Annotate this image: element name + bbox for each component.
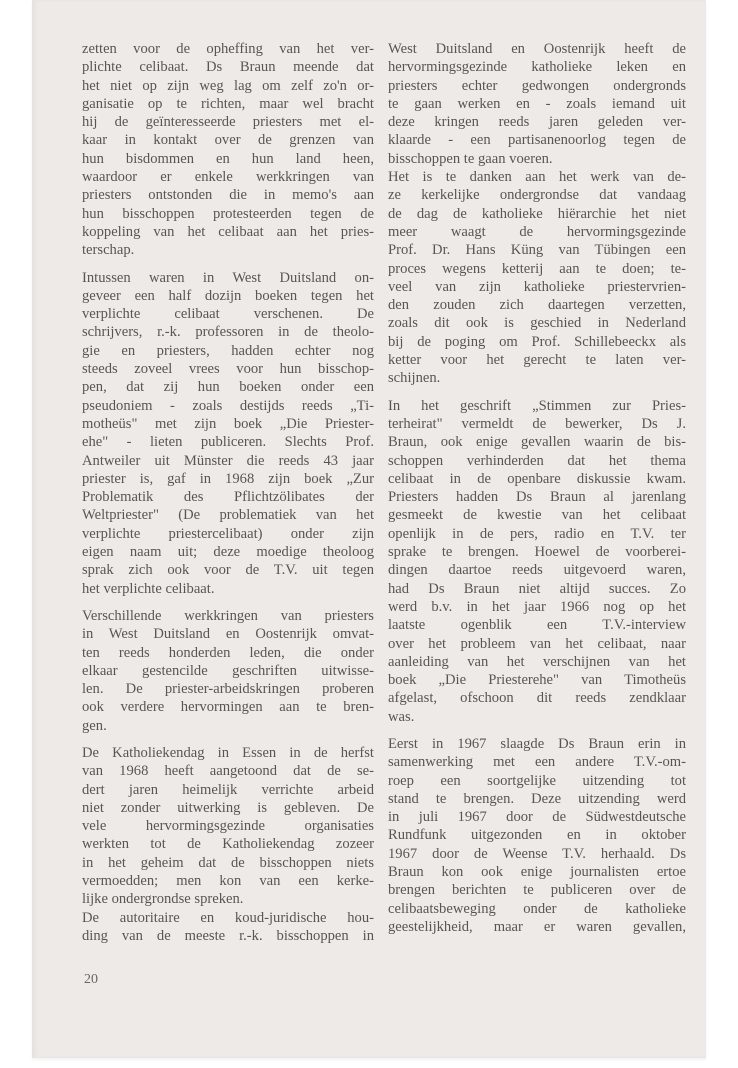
text-line: werkten tot de Katholiekendag zozeer — [82, 836, 374, 853]
book-page — [32, 0, 706, 1058]
text-line: waardoor er enkele werkkringen van — [82, 169, 374, 186]
paragraph — [82, 744, 374, 909]
text-line: priesters echter gedwongen ondergronds — [388, 77, 686, 94]
text-line: hervormingsgezinde katholieke leken en — [388, 59, 686, 76]
text-line: celibaatsbeweging onder de katholieke — [388, 900, 686, 917]
text-line: kaar in kontakt over de grenzen van — [82, 132, 374, 149]
text-line: elkaar gestencilde geschriften uitwisse- — [82, 662, 374, 679]
text-line: meer waagt de hervormingsgezinde — [388, 223, 686, 240]
paragraph — [388, 168, 686, 388]
text-line: In het geschrift „Stimmen zur Pries- — [388, 397, 686, 414]
text-line: den zouden zich daartegen verzetten, — [388, 297, 686, 314]
text-line: in West Duitsland en Oostenrijk omvat- — [82, 626, 374, 643]
text-line: Antweiler uit Münster die reeds 43 jaar — [82, 452, 374, 469]
text-line: hij de geïnteresseerde priesters met el- — [82, 114, 374, 131]
text-line: het verplichte celibaat. — [82, 580, 215, 597]
text-line: werd b.v. in het jaar 1966 nog op het — [388, 598, 686, 615]
page-number: 20 — [84, 972, 98, 987]
text-line: celibaat in de openbare diskussie kwam. — [388, 470, 686, 487]
text-line: De autoritaire en koud-juridische hou- — [82, 909, 374, 926]
text-line: ketter voor het gerecht te laten ver- — [388, 352, 686, 369]
text-line: Braun, ook enige gevallen waarin de bis- — [388, 434, 686, 451]
paragraph — [388, 735, 686, 936]
text-line: geveer een half dozijn boeken tegen het — [82, 287, 374, 304]
text-line: het niet op zijn weg lag om zelf zo'n or- — [82, 77, 374, 94]
text-line: Weltpriester" (De problematiek van het — [82, 507, 374, 524]
left-column — [82, 40, 374, 945]
text-line: priester is, gaf in 1968 zijn boek „Zur — [82, 470, 374, 487]
text-line: schoppen verhinderden dat het thema — [388, 452, 686, 469]
text-line: pen, dat zij hun boeken onder een — [82, 379, 374, 396]
text-line: Eerst in 1967 slaagde Ds Braun erin in — [388, 735, 686, 752]
text-line: Het is te danken aan het werk van de- — [388, 169, 686, 186]
paragraph — [388, 397, 686, 726]
text-line: Rundfunk uitgezonden en in oktober — [388, 827, 686, 844]
text-line: ze kerkelijke ondergrondse dat vandaag — [388, 187, 686, 204]
text-line: boek „Die Priesterehe" van Timotheüs — [388, 672, 686, 689]
text-line: Verschillende werkkringen van priesters — [82, 607, 374, 624]
text-line: in juli 1967 door de Südwestdeutsche — [388, 809, 686, 826]
text-line: gen. — [82, 717, 107, 734]
text-line: ehe" - lieten publiceren. Slechts Prof. — [82, 434, 374, 451]
text-line: vele hervormingsgezinde organisaties — [82, 818, 374, 835]
text-line: over het probleem van het celibaat, naar — [388, 635, 686, 652]
paragraph — [82, 40, 374, 260]
text-line: geestelijkheid, maar er waren gevallen, — [388, 918, 686, 935]
text-line: van 1968 heeft aangetoond dat de se- — [82, 763, 374, 780]
text-line: Intussen waren in West Duitsland on- — [82, 269, 374, 286]
text-line: aanleiding van het verschijnen van het — [388, 653, 686, 670]
text-line: Braun kon ook enige journalisten ertoe — [388, 864, 686, 881]
text-line: bij de poging om Prof. Schillebeeckx als — [388, 333, 686, 350]
text-line: De Katholiekendag in Essen in de herfst — [82, 744, 374, 761]
text-line: West Duitsland en Oostenrijk heeft de — [388, 41, 686, 57]
text-line: hun bisdommen en hun land heen, — [82, 150, 374, 167]
text-line: stand te brengen. Deze uitzending werd — [388, 790, 686, 807]
text-line: schijnen. — [388, 370, 441, 387]
text-line: Problematik des Pflichtzölibates der — [82, 489, 374, 506]
text-line: steeds zoveel vrees voor hun bisschop- — [82, 361, 374, 378]
text-line: pseudoniem - zoals destijds reeds „Ti- — [82, 397, 374, 414]
text-line: gesmeekt de kwestie van het celibaat — [388, 507, 686, 524]
text-line: zetten voor de opheffing van het ver- — [82, 41, 374, 57]
text-line: had Ds Braun niet altijd succes. Zo — [388, 580, 686, 597]
text-line: priesters ontstonden die in memo's aan — [82, 187, 374, 204]
text-line: laatste ogenblik een T.V.-interview — [388, 617, 686, 634]
text-line: deze kringen reeds jaren geleden ver- — [388, 114, 686, 131]
text-line: veel van zijn katholieke priestervrien- — [388, 278, 686, 295]
text-line: ook verdere hervormingen aan te bren- — [82, 699, 374, 716]
text-line: hun bisschoppen protesteerden tegen de — [82, 205, 374, 222]
text-line: vermoedden; men kon van een kerke- — [82, 873, 374, 890]
text-line: terheirat" vermeldt de bewerker, Ds J. — [388, 415, 686, 432]
text-line: ding van de meeste r.-k. bisschoppen in — [82, 927, 374, 944]
text-line: roep een soortgelijke uitzending tot — [388, 772, 686, 789]
text-line: niet zonder uitwerking is gebleven. De — [82, 799, 374, 816]
right-column — [388, 40, 686, 936]
text-line: schrijvers, r.-k. professoren in de theolo- — [82, 324, 374, 341]
text-line: Priesters hadden Ds Braun al jarenlang — [388, 489, 686, 506]
text-line: sprake te brengen. Hoewel de voorberei- — [388, 544, 686, 561]
text-line: ten reeds honderden leden, die onder — [82, 644, 374, 661]
text-line: dingen daartoe reeds uitgevoerd waren, — [388, 562, 686, 579]
text-line: plichte celibaat. Ds Braun meende dat — [82, 59, 374, 76]
text-line: eigen naam uit; deze moedige theoloog — [82, 544, 374, 561]
text-line: samenwerking met een andere T.V.-om- — [388, 754, 686, 771]
text-line: terschap. — [82, 242, 135, 259]
text-line: brengen berichten te publiceren over de — [388, 882, 686, 899]
text-line: bisschoppen te gaan voeren. — [388, 150, 553, 167]
text-line: motheüs" met zijn boek „Die Priester- — [82, 415, 374, 432]
text-line: proces wegens ketterij aan te doen; te- — [388, 260, 686, 277]
paragraph — [82, 269, 374, 598]
paragraph — [82, 909, 374, 946]
text-line: lijke ondergrondse spreken. — [82, 891, 244, 908]
paragraph — [82, 607, 374, 735]
text-line: koppeling van het celibaat aan het pries- — [82, 223, 374, 240]
text-line: verplichte celibaat verschenen. De — [82, 306, 374, 323]
text-line: 1967 door de Weense T.V. herhaald. Ds — [388, 845, 686, 862]
text-line: sprak zich ook voor de T.V. uit tegen — [82, 562, 374, 579]
text-line: de dag de katholieke hiërarchie het niet — [388, 205, 686, 222]
text-line: was. — [388, 708, 415, 725]
text-line: Prof. Dr. Hans Küng van Tübingen een — [388, 242, 686, 259]
text-line: te gaan werken en - zoals iemand uit — [388, 95, 686, 112]
text-line: zoals dit ook is geschied in Nederland — [388, 315, 686, 332]
text-line: ganisatie op te richten, maar wel bracht — [82, 95, 374, 112]
text-line: len. De priester-arbeidskringen proberen — [82, 681, 374, 698]
text-line: verplichte priestercelibaat) onder zijn — [82, 525, 374, 542]
paragraph — [388, 40, 686, 168]
text-line: klaarde - een partisanenoorlog tegen de — [388, 132, 686, 149]
text-line: afgelast, ofschoon dit reeds zendklaar — [388, 690, 686, 707]
text-line: gie en priesters, hadden echter nog — [82, 342, 374, 359]
text-line: in het geheim dat de bisschoppen niets — [82, 854, 374, 871]
text-line: openlijk in de pers, radio en T.V. ter — [388, 525, 686, 542]
text-line: dert jaren heimelijk verrichte arbeid — [82, 781, 374, 798]
